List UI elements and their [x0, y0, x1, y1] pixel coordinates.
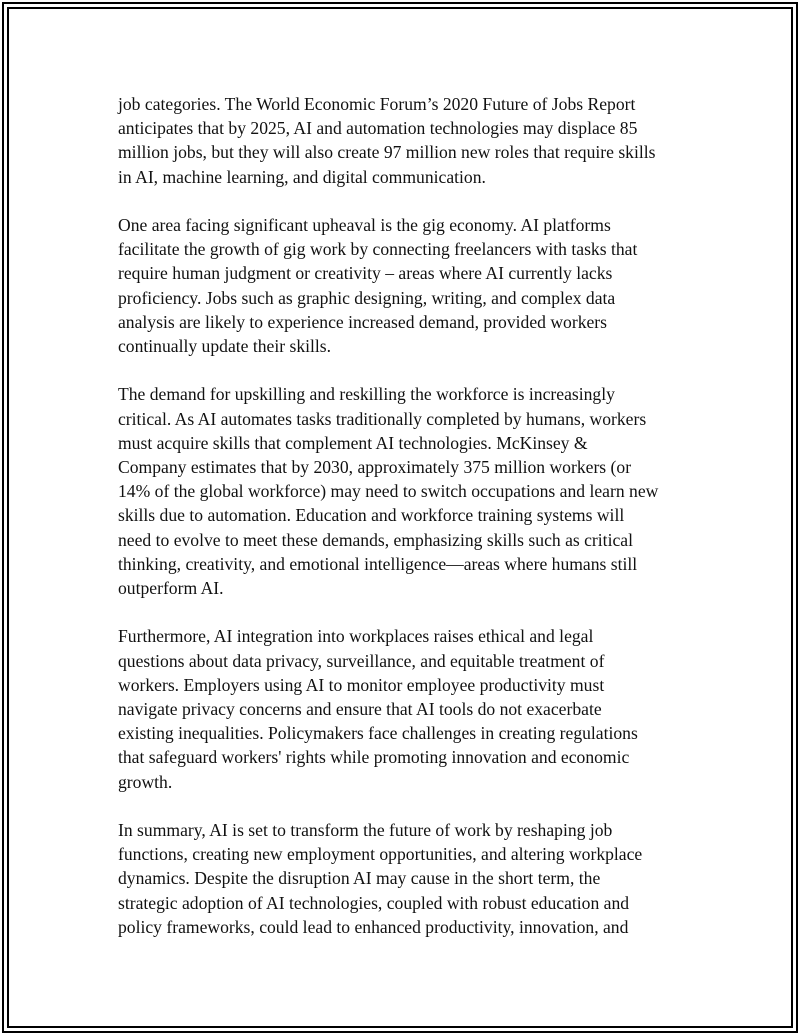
- text-line: policy frameworks, could lead to enhanced productivity, innovation, and: [118, 916, 629, 937]
- paragraph-job-categories: [118, 92, 693, 189]
- text-line: continually update their skills.: [118, 336, 332, 357]
- text-line: anticipates that by 2025, AI and automation technologies may displace 85: [118, 118, 638, 139]
- text-line: questions about data privacy, surveillance, and equitable treatment of: [118, 650, 605, 671]
- text-line: dynamics. Despite the disruption AI may cause in the short term, the: [118, 868, 601, 889]
- text-line: job categories. The World Economic Forum’s 2020 Future of Jobs Report: [118, 94, 636, 114]
- text-line: existing inequalities. Policymakers face challenges in creating regulations: [118, 723, 638, 744]
- text-line: navigate privacy concerns and ensure that AI tools do not exacerbate: [118, 699, 602, 720]
- text-line: In summary, AI is set to transform the future of work by reshaping job: [118, 820, 613, 841]
- text-line: proficiency. Jobs such as graphic designing, writing, and complex data: [118, 287, 616, 308]
- text-line: must acquire skills that complement AI technologies. McKinsey &: [118, 432, 588, 453]
- text-line: that safeguard workers' rights while promoting innovation and economic: [118, 747, 630, 768]
- text-line: The demand for upskilling and reskilling the workforce is increasingly: [118, 384, 615, 405]
- text-line: thinking, creativity, and emotional intelligence—areas where humans still: [118, 553, 638, 574]
- text-line: workers. Employers using AI to monitor employee productivity must: [118, 674, 605, 695]
- text-line: One area facing significant upheaval is the gig economy. AI platforms: [118, 215, 611, 235]
- text-line: require human judgment or creativity – areas where AI currently lacks: [118, 263, 613, 284]
- text-line: functions, creating new employment opportunities, and altering workplace: [118, 844, 643, 865]
- text-line: critical. As AI automates tasks traditionally completed by humans, workers: [118, 408, 647, 429]
- paragraph-upskilling: [118, 382, 693, 600]
- paragraph-gig-economy: [118, 213, 693, 358]
- text-line: 14% of the global workforce) may need to switch occupations and learn new: [118, 481, 659, 502]
- text-line: facilitate the growth of gig work by connecting freelancers with tasks that: [118, 239, 638, 260]
- paragraph-ethics: [118, 624, 693, 793]
- text-line: need to evolve to meet these demands, emphasizing skills such as critical: [118, 529, 633, 550]
- text-line: analysis are likely to experience increased demand, provided workers: [118, 311, 608, 332]
- text-line: Furthermore, AI integration into workplaces raises ethical and legal: [118, 626, 594, 647]
- text-line: in AI, machine learning, and digital communication.: [118, 166, 486, 187]
- text-line: strategic adoption of AI technologies, coupled with robust education and: [118, 892, 630, 913]
- paragraph-summary: [118, 818, 693, 939]
- text-line: skills due to automation. Education and workforce training systems will: [118, 505, 625, 526]
- text-line: million jobs, but they will also create 97 million new roles that require skills: [118, 142, 656, 163]
- text-line: Company estimates that by 2030, approximately 375 million workers (or: [118, 457, 632, 478]
- text-line: outperform AI.: [118, 578, 224, 599]
- text-line: growth.: [118, 771, 173, 792]
- document-body: [118, 92, 693, 963]
